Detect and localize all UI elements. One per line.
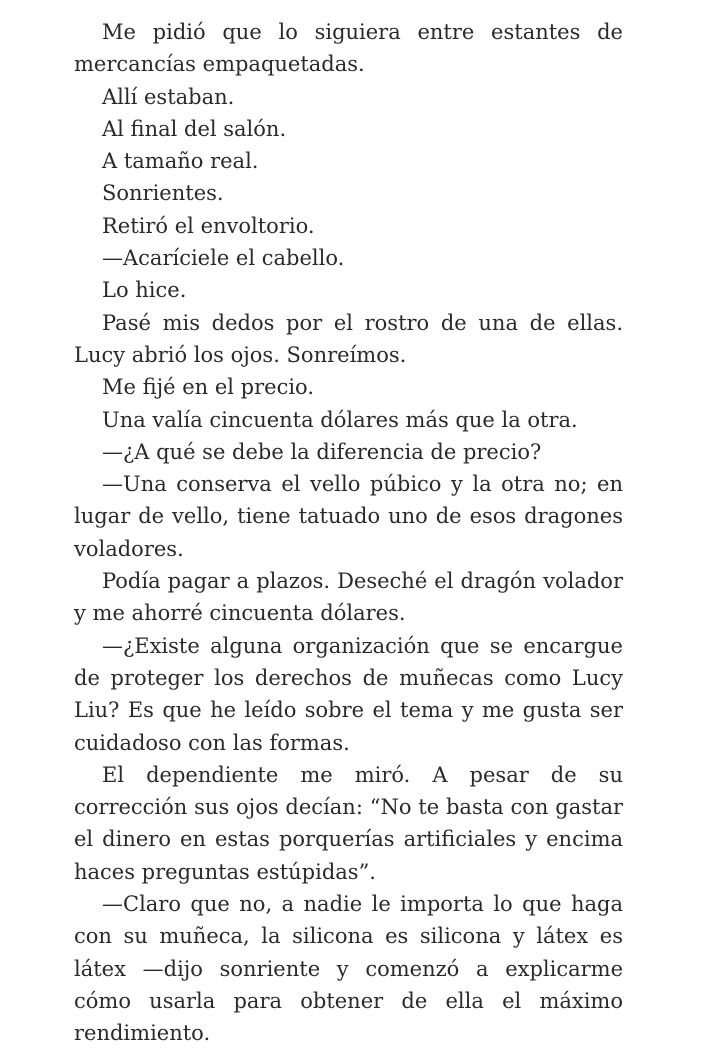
paragraph: A tamaño real. — [102, 149, 259, 174]
paragraph: Me pidió que lo siguiera entre estantes de mercancías empaquetadas. — [74, 20, 623, 77]
paragraph: —¿A qué se debe la diferencia de precio? — [102, 439, 542, 464]
paragraph: Me fijé en el precio. — [102, 375, 315, 400]
paragraph: Al final del salón. — [102, 116, 287, 141]
paragraph: Podía pagar a plazos. Deseché el dragón volador y me ahorré cincuenta dólares. — [74, 569, 623, 626]
paragraph: Una valía cincuenta dólares más que la otra. — [102, 407, 578, 432]
paragraph: —¿Existe alguna organización que se encargue de proteger los derechos de muñecas como Lucy Liu? Es que he leído sobre el tema y me gusta ser cuidadoso con las formas. — [74, 633, 623, 755]
paragraph: Retiró el envoltorio. — [102, 213, 315, 238]
paragraph: —Acaríciele el cabello. — [102, 246, 345, 271]
paragraph: El dependiente me miró. A pesar de su corrección sus ojos decían: “No te basta con gastar el dinero en estas porquerías artificiales y encima haces preguntas estúpidas”. — [74, 762, 623, 884]
paragraph: —Una conserva el vello púbico y la otra no; en lugar de vello, tiene tatuado uno de esos dragones voladores. — [74, 472, 623, 561]
paragraph: Pasé mis dedos por el rostro de una de ellas. Lucy abrió los ojos. Sonreímos. — [74, 310, 623, 367]
paragraph: Sonrientes. — [102, 181, 224, 206]
paragraph: —Claro que no, a nadie le importa lo que haga con su muñeca, la silicona es silicona y látex es látex —dijo sonriente y comenzó a explicarme cómo usarla para obtener de ella el máximo rendimiento. — [74, 892, 623, 1046]
paragraph: Lo hice. — [102, 278, 187, 303]
book-page-text — [74, 16, 623, 1050]
paragraph: Allí estaban. — [102, 84, 235, 109]
